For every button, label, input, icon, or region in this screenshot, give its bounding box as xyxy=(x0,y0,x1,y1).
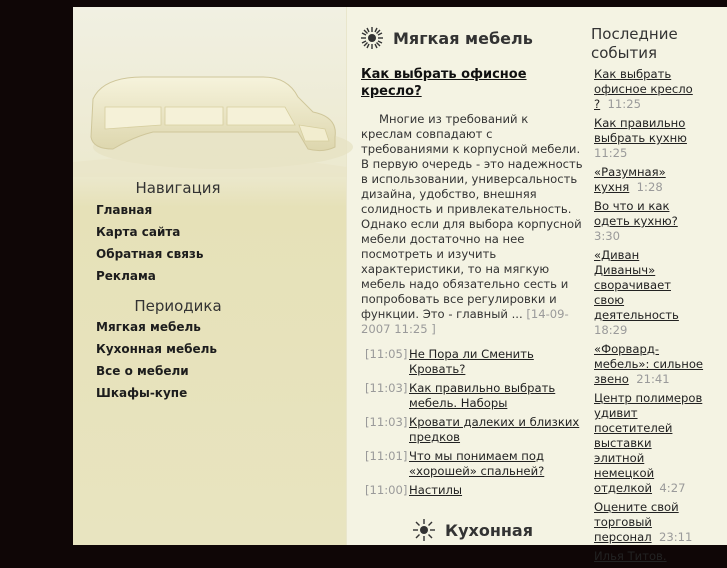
event-link[interactable]: «Диван Диваныч» сворачивает свою деятельность xyxy=(594,248,679,322)
nav-item-home[interactable]: Главная xyxy=(96,203,153,217)
event-item xyxy=(594,116,704,161)
navigation-heading: Навигация xyxy=(135,179,221,197)
event-link[interactable]: Центр полимеров удивит посетителей выставки элитной немецкой отделкой xyxy=(594,391,703,495)
event-link[interactable]: Как выбрать офисное кресло ? xyxy=(594,67,693,111)
periodic-item-soft-furniture[interactable]: Мягкая мебель xyxy=(96,320,201,334)
left-sidebar xyxy=(73,7,347,545)
events-heading: Последние события xyxy=(591,25,678,62)
news-item xyxy=(365,449,587,483)
news-time: [11:03] xyxy=(365,381,408,395)
event-item xyxy=(594,248,704,338)
article-text xyxy=(361,112,583,337)
main-content xyxy=(361,7,583,545)
event-time: 23:11 xyxy=(659,530,693,544)
event-item xyxy=(594,67,704,112)
periodic-heading: Периодика xyxy=(134,297,222,315)
section-soft-furniture-title: Мягкая мебель xyxy=(393,28,533,48)
event-time: 3:30 xyxy=(594,229,621,243)
section-kitchen-heading xyxy=(413,519,533,541)
event-link[interactable]: Илья Титов. xyxy=(594,549,667,563)
article-body: Многие из требований к креслам совпадают с требованиями к корпусной мебели. В первую очередь - это надежность в использовании, универсальность дизайна, удобство, внешняя солидность и привлекательность. Однако если для выбора корпусной мебели достаточно на нее посмотреть и изучить характеристики, то на мягкую мебель надо обязательно сесть и попробовать все регулировки и функции. Это - главный ... xyxy=(361,112,583,321)
navigation-list xyxy=(96,203,203,291)
news-link[interactable]: Настилы xyxy=(409,483,463,497)
news-link[interactable]: Не Пора ли Сменить Кровать? xyxy=(409,347,534,376)
event-time: 18:29 xyxy=(594,323,628,337)
periodic-item-about-furniture[interactable]: Все о мебели xyxy=(96,364,189,378)
events-list xyxy=(594,67,704,568)
sun-icon xyxy=(361,27,383,49)
nav-item-advertising[interactable]: Реклама xyxy=(96,269,156,283)
article-title-link[interactable]: Как выбрать офисное кресло? xyxy=(361,67,527,99)
news-time: [11:05] xyxy=(365,347,408,361)
periodic-item-kitchen-furniture[interactable]: Кухонная мебель xyxy=(96,342,218,356)
news-link[interactable]: Как правильно выбрать мебель. Наборы xyxy=(409,381,556,410)
news-link[interactable]: Кровати далеких и близких предков xyxy=(409,415,580,444)
news-item xyxy=(365,483,587,503)
event-time: 1:28 xyxy=(636,180,663,194)
events-sidebar xyxy=(591,7,727,563)
event-time: 21:41 xyxy=(636,372,670,386)
event-item xyxy=(594,342,704,387)
news-time: [11:00] xyxy=(365,483,408,497)
section-kitchen-title: Кухонная xyxy=(445,520,533,540)
news-time: [11:01] xyxy=(365,449,408,463)
news-item xyxy=(365,347,587,381)
event-time: 11:25 xyxy=(607,97,641,111)
event-link[interactable]: Во что и как одеть кухню? xyxy=(594,199,678,228)
event-item xyxy=(594,199,704,244)
sofa-illustration xyxy=(73,37,347,177)
nav-item-sitemap[interactable]: Карта сайта xyxy=(96,225,181,239)
event-link[interactable]: Оцените свой торговый персонал xyxy=(594,500,679,544)
event-item xyxy=(594,500,704,545)
news-list xyxy=(365,347,587,503)
periodic-list xyxy=(96,320,217,408)
periodic-item-wardrobes[interactable]: Шкафы-купе xyxy=(96,386,188,400)
news-link[interactable]: Что мы понимаем под «хорошей» спальней? xyxy=(409,449,545,478)
news-item xyxy=(365,381,587,415)
event-link[interactable]: «Разумная» кухня xyxy=(594,165,666,194)
news-time: [11:03] xyxy=(365,415,408,429)
sun-icon xyxy=(413,519,435,541)
event-link[interactable]: «Форвард-мебель»: сильное звено xyxy=(594,342,704,386)
article-date: [14-09-2007 11:25 ] xyxy=(361,307,569,336)
news-item xyxy=(365,415,587,449)
event-item xyxy=(594,391,704,496)
event-item xyxy=(594,165,704,195)
section-soft-furniture-heading xyxy=(361,27,533,49)
page xyxy=(73,7,727,563)
nav-item-feedback[interactable]: Обратная связь xyxy=(96,247,204,261)
event-link[interactable]: Как правильно выбрать кухню xyxy=(594,116,687,145)
event-time: 4:27 xyxy=(659,481,686,495)
event-time: 11:25 xyxy=(594,146,628,160)
event-item xyxy=(594,549,704,564)
